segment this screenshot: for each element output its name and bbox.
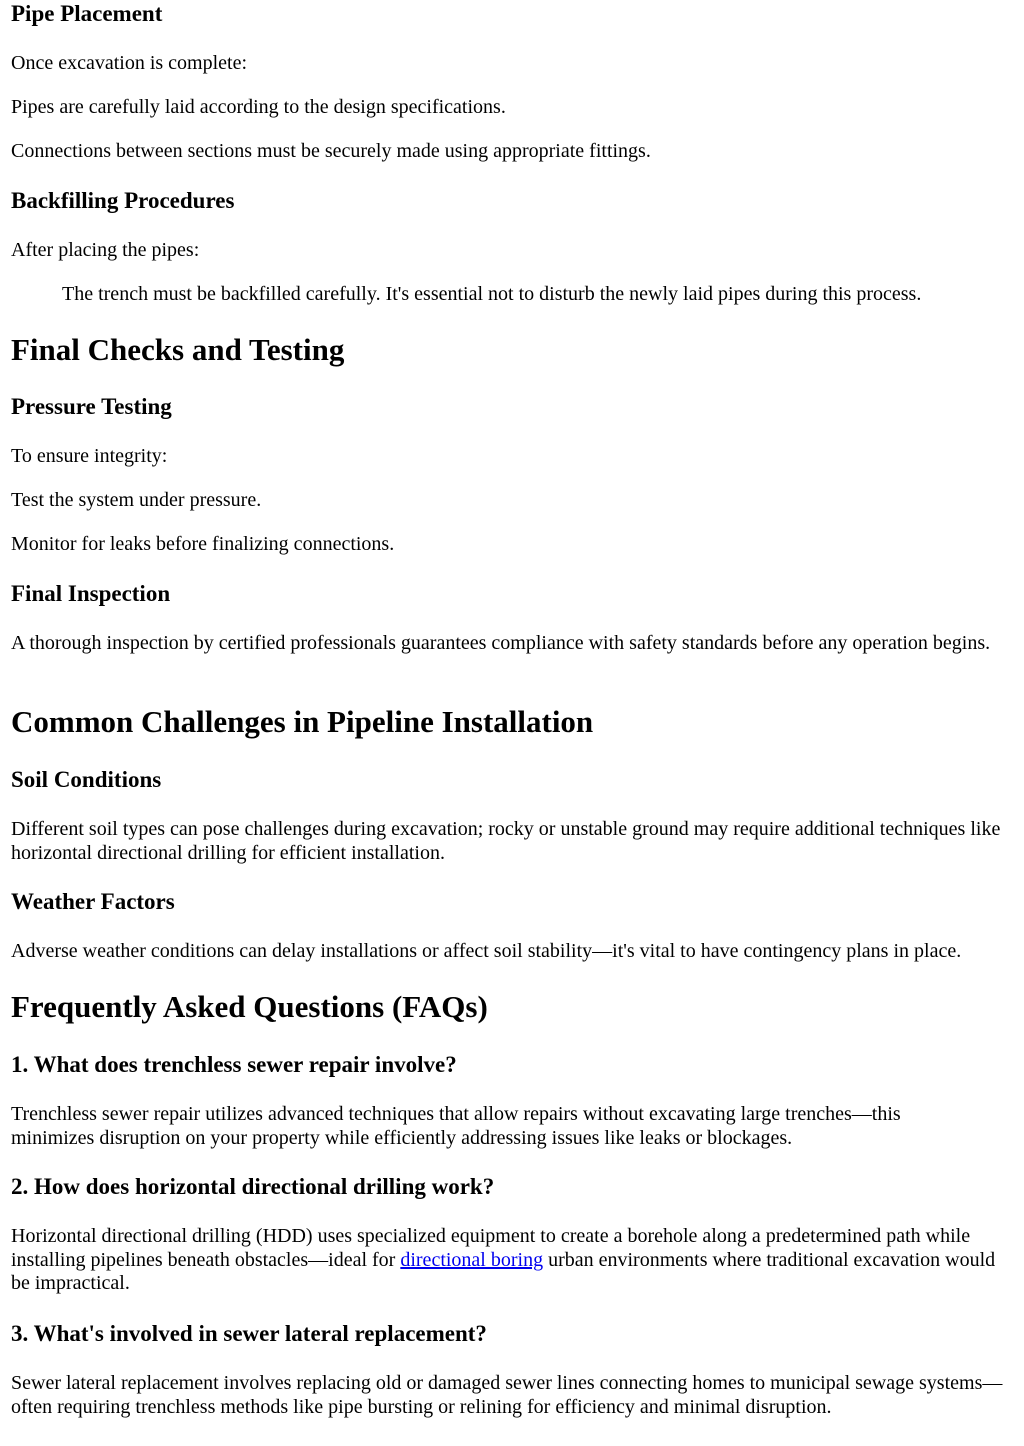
heading-pipe-placement: Pipe Placement [11,1,163,26]
paragraph-pipe-intro: Once excavation is complete: [11,52,248,74]
heading-pressure-testing: Pressure Testing [11,394,172,419]
faq-answer-3: Sewer lateral replacement involves replacing old or damaged sewer lines connecting homes to municipal sewage systems—often requiring trenchless methods like pipe bursting or relining for efficiency and minimal disruption. [11,1372,1003,1418]
faq-question-2: 2. How does horizontal directional drilling work? [11,1174,495,1199]
directional-boring-link[interactable]: directional boring [400,1248,544,1271]
faq-answer-2-text-after: urban environments where traditional excavation would be impractical. [11,1248,996,1294]
heading-final-checks: Final Checks and Testing [11,332,345,367]
paragraph-pressure-item-2: Monitor for leaks before finalizing connections. [11,533,395,555]
faq-answer-2-text-before: Horizontal directional drilling (HDD) uses specialized equipment to create a borehole along a predetermined path while installing pipelines beneath obstacles—ideal for [11,1225,971,1271]
faq-answer-1: Trenchless sewer repair utilizes advanced techniques that allow repairs without excavating large trenches—this minimizes disruption on your property while efficiently addressing issues like leaks or blockages. [11,1103,901,1149]
heading-soil-conditions: Soil Conditions [11,767,162,792]
paragraph-pipe-item-2: Connections between sections must be securely made using appropriate fittings. [11,140,651,162]
blockquote-backfill: The trench must be backfilled carefully. It's essential not to disturb the newly laid pipes during this process. [62,283,922,305]
faq-question-3: 3. What's involved in sewer lateral replacement? [11,1321,487,1346]
paragraph-weather: Adverse weather conditions can delay installations or affect soil stability—it's vital to have contingency plans in place. [11,940,962,962]
heading-faqs: Frequently Asked Questions (FAQs) [11,989,488,1024]
heading-backfilling: Backfilling Procedures [11,188,235,213]
paragraph-soil: Different soil types can pose challenges during excavation; rocky or unstable ground may require additional techniques like horizontal directional drilling for efficient installation. [11,818,1001,864]
faq-answer-2 [11,1225,1014,1296]
paragraph-pressure-intro: To ensure integrity: [11,445,168,467]
heading-weather-factors: Weather Factors [11,889,175,914]
faq-question-1: 1. What does trenchless sewer repair involve? [11,1052,457,1077]
paragraph-backfill-intro: After placing the pipes: [11,239,200,261]
paragraph-pressure-item-1: Test the system under pressure. [11,489,262,511]
paragraph-pipe-item-1: Pipes are carefully laid according to the design specifications. [11,96,506,118]
heading-common-challenges: Common Challenges in Pipeline Installation [11,704,594,739]
paragraph-inspection: A thorough inspection by certified professionals guarantees compliance with safety standards before any operation begins. [11,632,991,654]
heading-final-inspection: Final Inspection [11,581,171,606]
